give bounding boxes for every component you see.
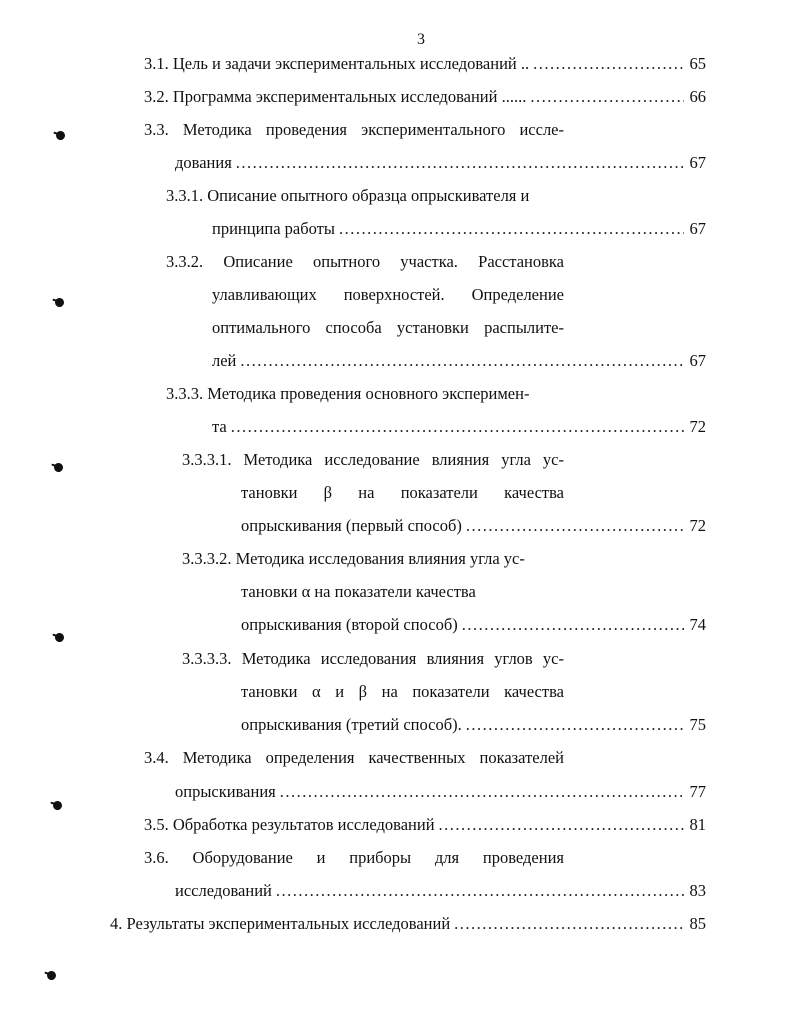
- dot-leader: [276, 881, 684, 901]
- scan-mark: [54, 297, 66, 309]
- scan-mark: [52, 800, 64, 812]
- toc-page-number: 74: [689, 615, 706, 634]
- toc-entry-3-3-2-line-1: 3.3.2. Описание опытного участка. Расстановка: [166, 252, 564, 271]
- dot-leader: [462, 615, 684, 635]
- scan-mark: [46, 970, 58, 982]
- toc-entry-3-6-line-1: 3.6. Оборудование и приборы для проведения: [144, 848, 564, 867]
- dot-leader: [530, 87, 683, 107]
- toc-entry-3-3: [175, 153, 706, 173]
- toc-entry-3-4-line-1: 3.4. Методика определения качественных показателей: [144, 748, 564, 767]
- toc-page-number: 66: [689, 87, 706, 106]
- scan-mark: [53, 462, 65, 474]
- toc-page-number: 67: [689, 351, 706, 370]
- toc-entry-3-3-3-1-line-1: 3.3.3.1. Методика исследование влияния угла ус-: [182, 450, 564, 469]
- toc-entry-title: лей: [212, 351, 237, 370]
- dot-leader: [533, 54, 683, 74]
- toc-entry-title: 3.1. Цель и задачи экспериментальных исследований ..: [144, 54, 530, 73]
- toc-entry-3-3-2: [212, 351, 706, 371]
- toc-entry-title: та: [212, 417, 227, 436]
- toc-entry-title: опрыскивания (первый способ): [241, 516, 462, 535]
- toc-page-number: 85: [689, 914, 706, 933]
- toc-entry-title: принципа работы: [212, 219, 335, 238]
- toc-page-number: 81: [689, 815, 706, 834]
- toc-page-number: 67: [689, 153, 706, 172]
- toc-entry-title: опрыскивания (второй способ): [241, 615, 458, 634]
- toc-entry-3-3-3-3: [241, 715, 706, 735]
- toc-entry-3-6: [175, 881, 706, 901]
- toc-entry-4: [110, 914, 706, 934]
- toc-page-number: 83: [689, 881, 706, 900]
- toc-entry-3-2: [144, 87, 706, 107]
- dot-leader: [466, 715, 684, 735]
- toc-page-number: 65: [689, 54, 706, 73]
- toc-entry-3-3-2-line-2: улавливающих поверхностей. Определение: [212, 285, 564, 304]
- toc-page-number: 72: [689, 417, 706, 436]
- toc-entry-3-3-3-3-line-2: тановки α и β на показатели качества: [241, 682, 564, 701]
- toc-entry-title: 4. Результаты экспериментальных исследований: [110, 914, 451, 933]
- toc-entry-3-3-1: [212, 219, 706, 239]
- dot-leader: [231, 417, 684, 437]
- toc-page-number: 72: [689, 516, 706, 535]
- toc-entry-3-3-3-1: [241, 516, 706, 536]
- toc-entry-3-1: [144, 54, 706, 74]
- toc-entry-3-5: [144, 815, 706, 835]
- toc-entry-3-3-3-2: [241, 615, 706, 635]
- dot-leader: [339, 219, 684, 239]
- toc-entry-3-3-3-2-line-2: тановки α на показатели качества: [241, 582, 476, 601]
- toc-entry-3-3-1-line-1: 3.3.1. Описание опытного образца опрыскивателя и: [166, 186, 530, 205]
- dot-leader: [236, 153, 684, 173]
- toc-entry-title: 3.2. Программа экспериментальных исследований ......: [144, 87, 527, 106]
- page-number: 3: [417, 31, 425, 48]
- toc-entry-title: опрыскивания (третий способ).: [241, 715, 462, 734]
- toc-entry-title: исследований: [175, 881, 272, 900]
- scan-mark: [55, 130, 67, 142]
- toc-page-number: 67: [689, 219, 706, 238]
- dot-leader: [280, 782, 684, 802]
- dot-leader: [240, 351, 683, 371]
- toc-entry-3-3-line-1: 3.3. Методика проведения экспериментального иссле-: [144, 120, 564, 139]
- toc-entry-3-3-3-3-line-1: 3.3.3.3. Методика исследования влияния углов ус-: [182, 649, 564, 668]
- dot-leader: [454, 914, 683, 934]
- toc-entry-3-3-3-1-line-2: тановки β на показатели качества: [241, 483, 564, 502]
- toc-entry-3-3-3-2-line-1: 3.3.3.2. Методика исследования влияния угла ус-: [182, 549, 525, 568]
- dot-leader: [466, 516, 684, 536]
- toc-page-number: 77: [689, 782, 706, 801]
- toc-entry-3-3-2-line-3: оптимального способа установки распылите-: [212, 318, 564, 337]
- scan-mark: [54, 632, 66, 644]
- toc-entry-3-4: [175, 782, 706, 802]
- toc-entry-title: опрыскивания: [175, 782, 276, 801]
- toc-page-number: 75: [689, 715, 706, 734]
- toc-entry-3-3-3-line-1: 3.3.3. Методика проведения основного эксперимен-: [166, 384, 530, 403]
- toc-entry-3-3-3: [212, 417, 706, 437]
- dot-leader: [439, 815, 684, 835]
- toc-entry-title: 3.5. Обработка результатов исследований: [144, 815, 435, 834]
- toc-entry-title: дования: [175, 153, 232, 172]
